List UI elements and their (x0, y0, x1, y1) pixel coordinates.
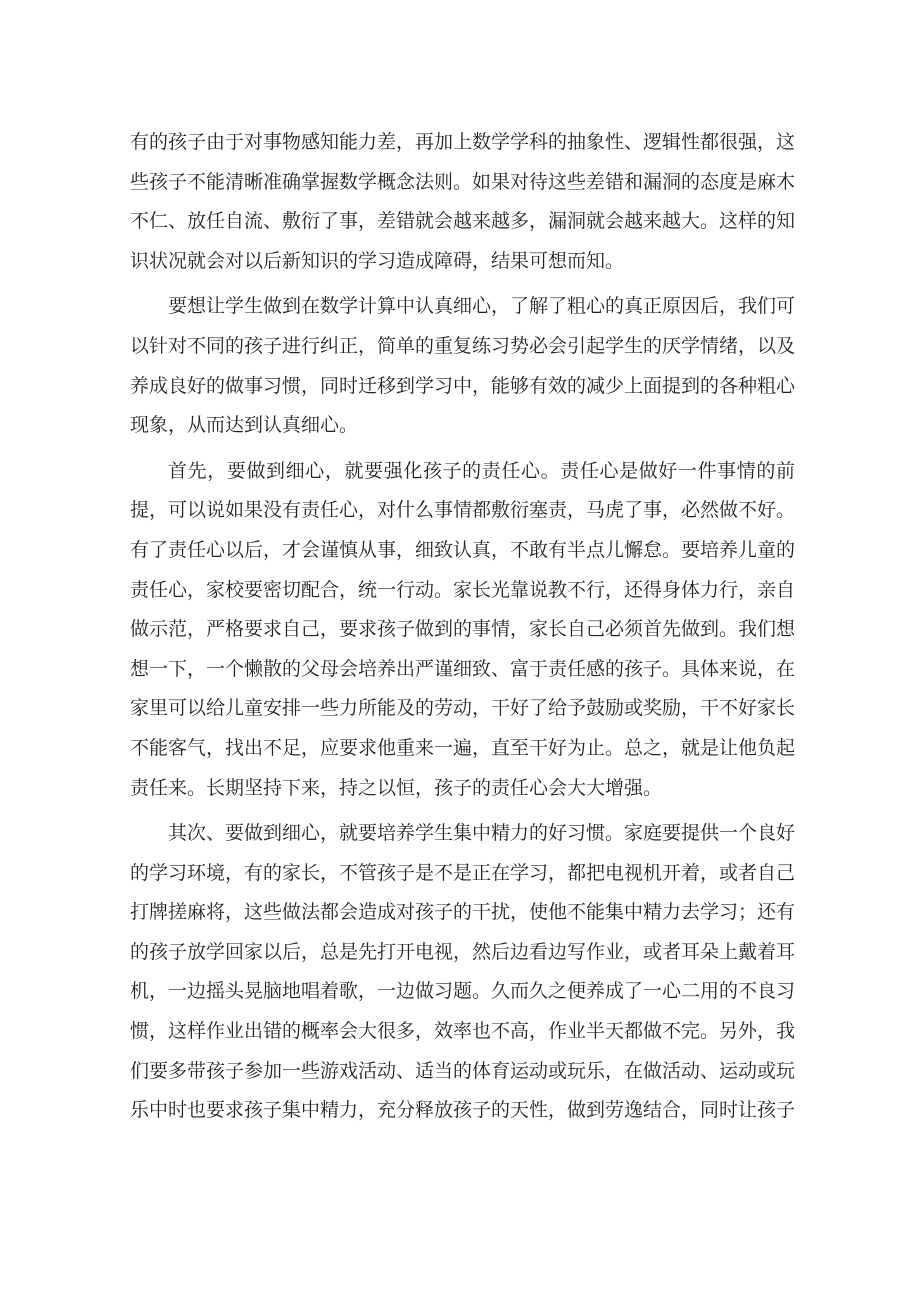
paragraph-2: 要想让学生做到在数学计算中认真细心，了解了粗心的真正原因后，我们可以针对不同的孩子进行纠正，简单的重复练习势必会引起学生的厌学情绪，以及养成良好的做事习惯，同时迁移到学习中，能够有效的减少上面提到的各种粗心现象，从而达到认真细心。 (130, 295, 796, 437)
paragraph-1: 有的孩子由于对事物感知能力差，再加上数学学科的抽象性、逻辑性都很强，这些孩子不能清晰准确掌握数学概念法则。如果对待这些差错和漏洞的态度是麻木不仁、放任自流、敷衍了事，差错就会越来越多，漏洞就会越来越大。这样的知识状况就会对以后新知识的学习造成障碍，结果可想而知。 (130, 131, 796, 272)
document-body (130, 123, 795, 1137)
paragraph-4: 其次、要做到细心，就要培养学生集中精力的好习惯。家庭要提供一个良好的学习环境，有的家长，不管孩子是不是正在学习，都把电视机开着，或者自己打牌搓麻将，这些做法都会造成对孩子的干扰，使他不能集中精力去学习；还有的孩子放学回家以后，总是先打开电视，然后边看边写作业，或者耳朵上戴着耳机，一边摇头晃脑地唱着歌，一边做习题。久而久之便养成了一心二用的不良习惯，这样作业出错的概率会大很多，效率也不高，作业半天都做不完。另外，我们要多带孩子参加一些游戏活动、适当的体育运动或玩乐，在做活动、运动或玩乐中时也要求孩子集中精力，充分释放孩子的天性，做到劳逸结合，同时让孩子 (130, 822, 796, 1122)
paragraph-3: 首先，要做到细心，就要强化孩子的责任心。责任心是做好一件事情的前提，可以说如果没有责任心，对什么事情都敷衍塞责，马虎了事，必然做不好。有了责任心以后，才会谨慎从事，细致认真，不敢有半点儿懈怠。要培养儿童的责任心，家校要密切配合，统一行动。家长光靠说教不行，还得身体力行，亲自做示范，严格要求自己，要求孩子做到的事情，家长自己必须首先做到。我们想想一下，一个懒散的父母会培养出严谨细致、富于责任感的孩子。具体来说，在家里可以给儿童安排一些力所能及的劳动，干好了给予鼓励或奖励，干不好家长不能客气，找出不足，应要求他重来一遍，直至干好为止。总之，就是让他负起责任来。长期坚持下来，持之以恒，孩子的责任心会大大增强。 (130, 459, 796, 799)
